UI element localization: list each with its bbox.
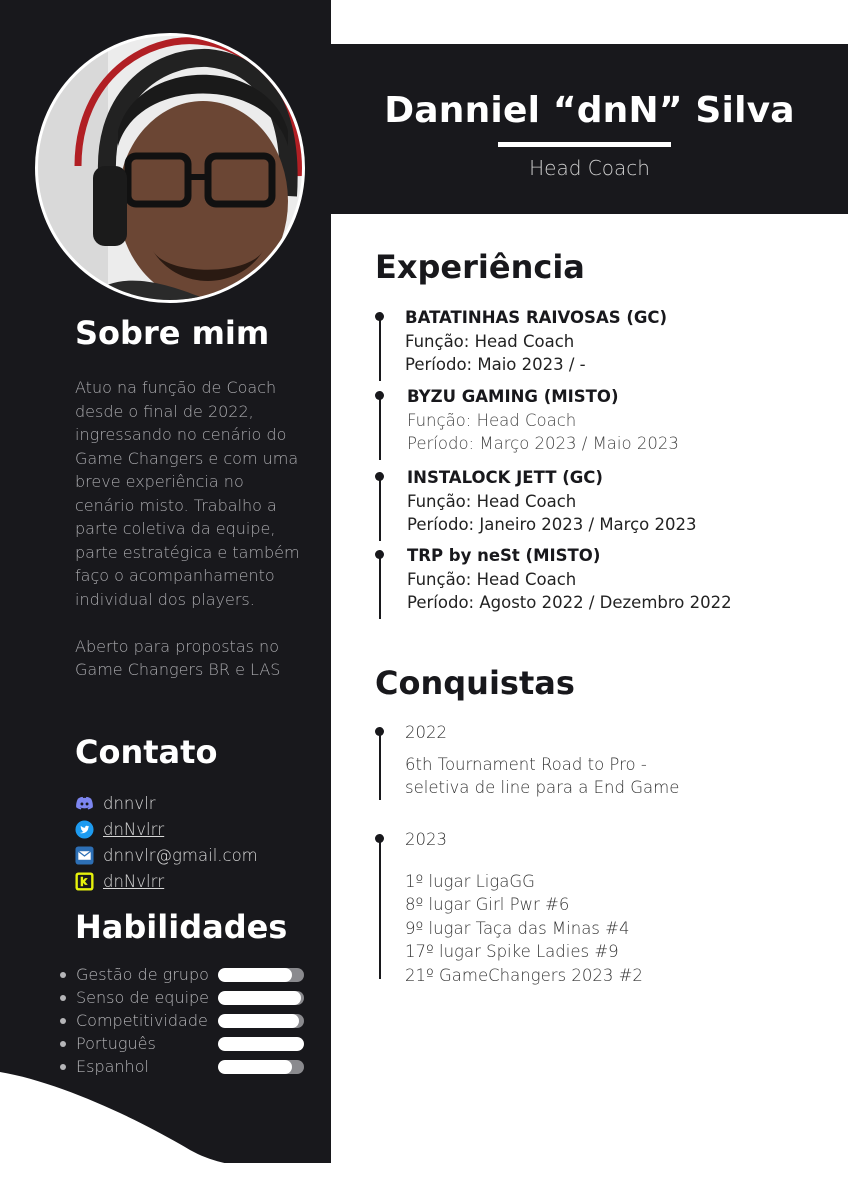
about-text: [75, 376, 305, 682]
contact-twitter-link[interactable]: dnNvlrr: [103, 819, 165, 839]
skill-item: [60, 1034, 320, 1057]
bullet-icon: [60, 1018, 66, 1024]
achievement-line: 9º lugar Taça das Minas #4: [405, 918, 630, 938]
experience-period: Período: Agosto 2022 / Dezembro 2022: [407, 593, 732, 612]
skills-heading: Habilidades: [75, 908, 288, 946]
experience-role: Função: Head Coach: [407, 569, 577, 589]
achievement-line: 17º lugar Spike Ladies #9: [405, 942, 619, 961]
skills-list: [60, 965, 320, 1080]
experience-team: BATATINHAS RAIVOSAS (GC): [405, 308, 668, 327]
experience-team: TRP by neSt (MISTO): [407, 546, 601, 565]
sidebar-wave-shape: [0, 1060, 331, 1200]
timeline-line: [379, 555, 381, 619]
timeline-line: [379, 396, 381, 460]
experience-team: INSTALOCK JETT (GC): [407, 468, 603, 487]
experience-period: Período: Maio 2023 / -: [405, 355, 586, 374]
experience-period: Período: Março 2023 / Maio 2023: [407, 434, 679, 453]
about-paragraph: Atuo na função de Coach desde o final de 2022, ingressando no cenário do Game Changers e com uma breve experiência no cenário misto. Trabalho a parte coletiva da equipe, parte estratégica e também faço o acompanhamento individual dos players.: [75, 378, 300, 609]
contact-heading: Contato: [75, 733, 218, 771]
email-icon: [75, 846, 94, 865]
experience-team: BYZU GAMING (MISTO): [407, 387, 619, 406]
experience-role: Função: Head Coach: [405, 331, 575, 351]
contact-twitter[interactable]: [75, 816, 315, 842]
timeline-line: [379, 317, 381, 381]
header-band: [331, 44, 848, 214]
experience-role: Função: Head Coach: [407, 491, 577, 511]
contact-kick-link[interactable]: dnNvlrr: [103, 871, 165, 891]
skill-bar: [218, 991, 304, 1005]
skill-bar-fill: [218, 1037, 304, 1051]
achievement-line: seletiva de line para a End Game: [405, 778, 680, 797]
avatar-illustration: [38, 36, 305, 303]
contact-discord-text: dnnvlr: [103, 793, 156, 813]
skill-bar: [218, 968, 304, 982]
experience-role: Função: Head Coach: [407, 410, 577, 430]
skill-bar-fill: [218, 991, 301, 1005]
skill-label: Competitividade: [76, 1011, 208, 1030]
experience-heading: Experiência: [375, 248, 585, 286]
skill-bar-fill: [218, 1014, 299, 1028]
skill-label: Português: [76, 1034, 156, 1053]
bullet-icon: [60, 1041, 66, 1047]
skill-bar: [218, 1014, 304, 1028]
achievement-year: 2022: [405, 723, 447, 742]
about-heading: Sobre mim: [75, 314, 270, 352]
contact-kick[interactable]: [75, 868, 315, 894]
achievements-heading: Conquistas: [375, 664, 575, 702]
person-role: Head Coach: [529, 156, 650, 180]
timeline-line: [379, 477, 381, 541]
skill-bar: [218, 1060, 304, 1074]
skill-item: [60, 988, 320, 1011]
bullet-icon: [60, 972, 66, 978]
skill-label: Espanhol: [76, 1057, 149, 1076]
achievement-line: 6th Tournament Road to Pro -: [405, 754, 647, 774]
achievement-line: 8º lugar Girl Pwr #6: [405, 895, 570, 914]
skill-label: Senso de equipe: [76, 988, 210, 1007]
achievement-line: 21º GameChangers 2023 #2: [405, 965, 643, 985]
bullet-icon: [60, 995, 66, 1001]
twitter-icon: [75, 820, 94, 839]
skill-bar-fill: [218, 1060, 292, 1074]
skill-item: [60, 965, 320, 988]
about-paragraph: Aberto para propostas no Game Changers BR e LAS: [75, 636, 281, 679]
achievement-year: 2023: [405, 830, 447, 849]
skill-bar-fill: [218, 968, 292, 982]
person-name: Danniel “dnN” Silva: [384, 90, 795, 131]
name-underline: [498, 142, 671, 147]
timeline-line: [379, 839, 381, 979]
contact-email-text: dnnvlr@gmail.com: [103, 845, 258, 865]
contact-discord: [75, 790, 315, 816]
profile-photo: [35, 33, 305, 303]
skill-item: [60, 1011, 320, 1034]
skill-label: Gestão de grupo: [76, 965, 209, 984]
contact-email: [75, 842, 315, 868]
timeline-line: [379, 732, 381, 800]
kick-icon: [75, 872, 94, 891]
achievement-line: 1º lugar LigaGG: [405, 871, 535, 891]
skill-bar: [218, 1037, 304, 1051]
experience-period: Período: Janeiro 2023 / Março 2023: [407, 515, 697, 534]
bullet-icon: [60, 1064, 66, 1070]
contact-list: [75, 790, 315, 894]
discord-icon: [75, 794, 94, 813]
skill-item: [60, 1057, 320, 1080]
